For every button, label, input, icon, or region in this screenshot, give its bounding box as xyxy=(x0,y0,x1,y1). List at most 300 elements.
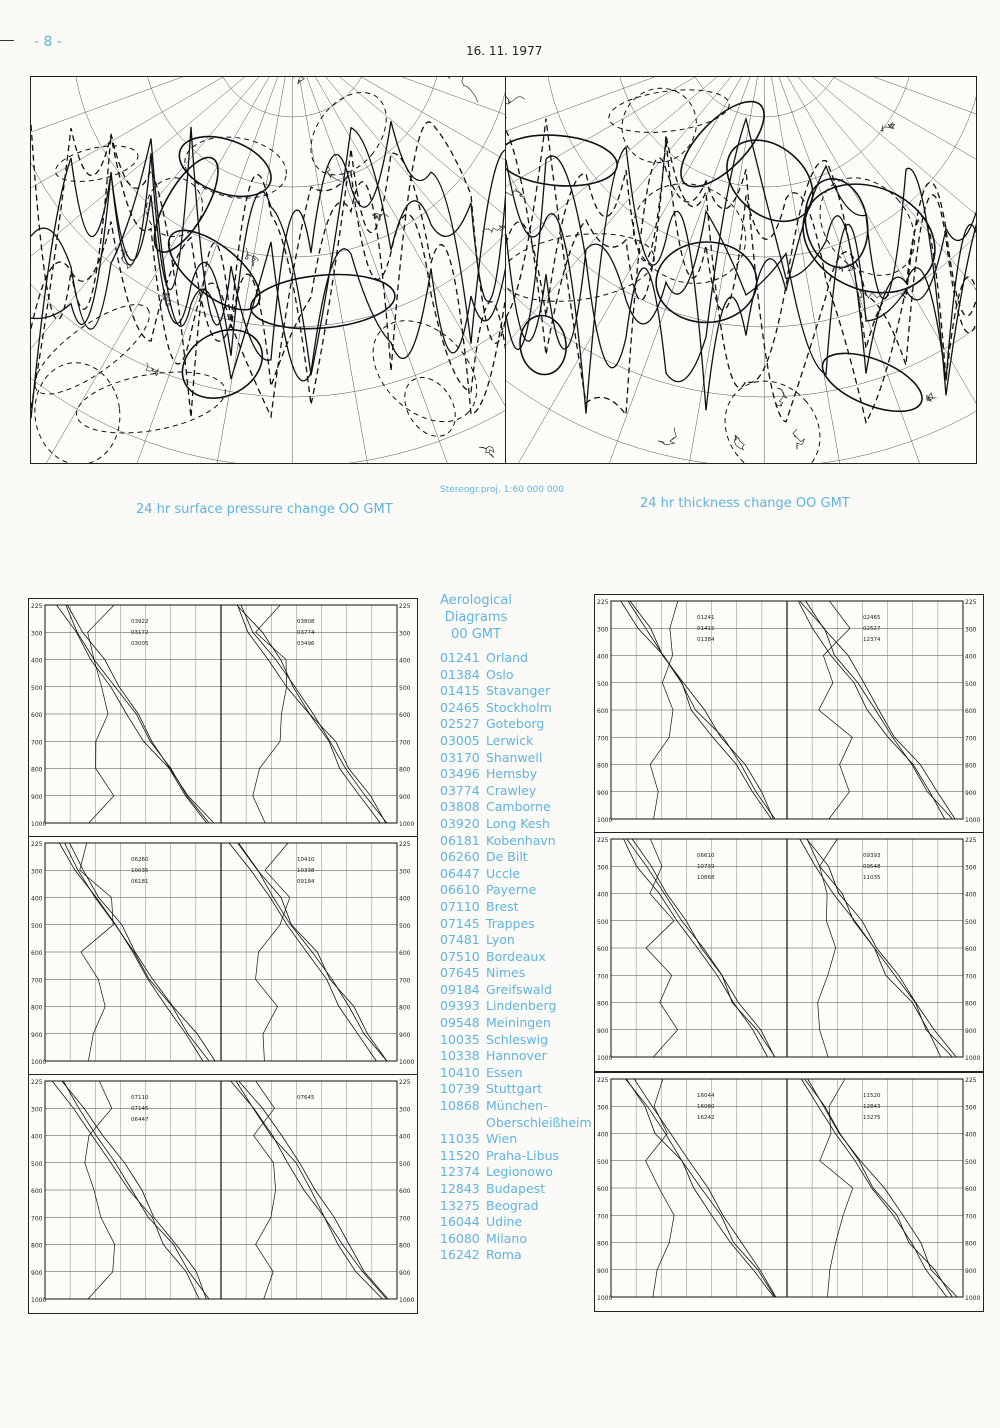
pressure-label: 600 xyxy=(965,708,977,715)
pressure-label: 1000 xyxy=(965,1295,981,1302)
isoline xyxy=(506,147,976,413)
pressure-label: 900 xyxy=(597,789,609,797)
station-name: Stuttgart xyxy=(486,1081,543,1097)
station-name: Greifswald xyxy=(486,981,552,997)
station-code-label: 03005 xyxy=(131,641,149,647)
station-name: Kobenhavn xyxy=(486,832,556,848)
station-code-label: 09548 xyxy=(863,864,881,870)
pressure-label: 700 xyxy=(597,1213,609,1221)
station-name: Hannover xyxy=(486,1048,547,1064)
station-name: Nimes xyxy=(486,965,526,981)
pressure-label: 700 xyxy=(31,977,43,985)
pressure-label: 700 xyxy=(399,1215,411,1223)
station-code: 01241 xyxy=(440,650,480,665)
pressure-label: 225 xyxy=(399,1079,411,1086)
station-name: Shanwell xyxy=(486,749,543,765)
pressure-label: 800 xyxy=(965,762,977,770)
meridian-line xyxy=(765,77,977,463)
station-row xyxy=(440,882,592,899)
thickness-change-map xyxy=(505,76,977,464)
station-code: 07645 xyxy=(440,965,480,981)
station-row xyxy=(440,833,592,850)
station-code: 16242 xyxy=(440,1247,480,1263)
pressure-label: 900 xyxy=(399,793,411,801)
aerological-title-line3: 00 GMT xyxy=(451,627,501,642)
station-name-continuation: Oberschleißheim xyxy=(486,1114,592,1130)
pressure-label: 400 xyxy=(965,891,977,899)
station-row xyxy=(440,650,592,667)
isoline xyxy=(31,358,126,463)
pressure-label: 300 xyxy=(597,626,609,634)
pressure-label: 300 xyxy=(399,868,411,876)
station-name: Praha-Libus xyxy=(486,1147,560,1163)
meridian-line xyxy=(643,77,765,463)
station-row xyxy=(440,1048,592,1065)
station-row xyxy=(440,750,592,767)
pressure-label: 900 xyxy=(399,1269,411,1277)
pressure-label: 400 xyxy=(399,1133,411,1141)
station-name: München- xyxy=(486,1098,548,1114)
pressure-label: 800 xyxy=(31,1004,43,1012)
station-code: 07510 xyxy=(440,948,480,964)
pressure-label: 700 xyxy=(31,1215,43,1223)
station-row xyxy=(440,783,592,800)
coastline xyxy=(793,429,804,449)
pressure-label: 1000 xyxy=(31,1059,47,1066)
pressure-label: 400 xyxy=(31,657,43,665)
station-code: 10739 xyxy=(440,1081,480,1097)
pressure-label: 500 xyxy=(965,918,977,926)
station-code-label: 06610 xyxy=(697,853,715,859)
isoline xyxy=(156,216,273,324)
pressure-label: 600 xyxy=(597,708,609,715)
station-code-label: 11035 xyxy=(863,875,881,881)
coastline xyxy=(447,77,478,102)
pressure-label: 900 xyxy=(965,1267,977,1275)
station-code-label: 03774 xyxy=(297,630,315,636)
coastline xyxy=(926,393,936,402)
station-code: 07481 xyxy=(440,932,480,948)
station-code-label: 11520 xyxy=(863,1093,881,1099)
station-row xyxy=(440,982,592,999)
isoline xyxy=(353,301,496,442)
parallel-line xyxy=(31,77,506,463)
pressure-label: 300 xyxy=(965,1104,977,1112)
isoline xyxy=(506,130,619,190)
station-row xyxy=(440,899,592,916)
station-row xyxy=(440,1247,592,1264)
station-code-label: 03496 xyxy=(297,641,315,647)
station-code: 03920 xyxy=(440,815,480,831)
station-code: 09548 xyxy=(440,1015,480,1031)
pressure-label: 1000 xyxy=(597,817,613,824)
pressure-label: 900 xyxy=(597,1027,609,1035)
meridian-line xyxy=(292,77,506,463)
pressure-label: 500 xyxy=(31,922,43,930)
station-row xyxy=(440,700,592,717)
pressure-label: 225 xyxy=(597,599,609,606)
pressure-label: 225 xyxy=(965,599,977,606)
station-row xyxy=(440,1231,592,1248)
station-row xyxy=(440,1081,592,1098)
station-code-label: 10035 xyxy=(131,868,149,874)
pressure-label: 225 xyxy=(31,1079,43,1086)
station-code: 03808 xyxy=(440,799,480,815)
pressure-label: 500 xyxy=(399,922,411,930)
pressure-label: 800 xyxy=(399,1242,411,1250)
pressure-label: 800 xyxy=(597,1000,609,1008)
station-code: 10338 xyxy=(440,1048,480,1064)
pressure-label: 300 xyxy=(399,630,411,638)
pressure-label: 600 xyxy=(31,950,43,957)
station-code-label: 06260 xyxy=(131,857,149,863)
station-code-label: 10338 xyxy=(297,868,315,874)
station-name: Brest xyxy=(486,898,519,914)
coastline xyxy=(245,248,258,266)
pressure-label: 600 xyxy=(399,1188,411,1195)
pressure-label: 400 xyxy=(597,653,609,661)
pressure-label: 700 xyxy=(399,977,411,985)
station-code: 02465 xyxy=(440,699,480,715)
isoline xyxy=(815,341,930,423)
station-row xyxy=(440,667,592,684)
station-row xyxy=(440,1214,592,1231)
station-code: 12843 xyxy=(440,1181,480,1196)
station-code-label: 01241 xyxy=(697,615,715,621)
pressure-label: 400 xyxy=(597,891,609,899)
station-name: Orland xyxy=(486,650,528,665)
aerological-title-line2: Diagrams xyxy=(444,610,508,625)
pressure-label: 500 xyxy=(31,1160,43,1168)
pressure-label: 800 xyxy=(965,1240,977,1248)
isoline xyxy=(31,122,506,408)
aero-diagram xyxy=(595,1073,983,1311)
station-code-label: 02465 xyxy=(863,615,881,621)
pressure-label: 400 xyxy=(597,1131,609,1139)
meridian-line xyxy=(292,77,506,463)
station-name: Oslo xyxy=(486,666,514,682)
station-code-label: 10739 xyxy=(697,864,715,870)
station-code: 09393 xyxy=(440,998,480,1014)
surface-pressure-map-drawing xyxy=(31,77,506,463)
pressure-label: 800 xyxy=(965,1000,977,1008)
pressure-label: 500 xyxy=(399,1160,411,1168)
station-name: Hemsby xyxy=(486,766,538,782)
station-code-label: 03922 xyxy=(131,619,149,625)
pressure-label: 700 xyxy=(31,739,43,747)
station-row xyxy=(440,766,592,783)
pressure-label: 300 xyxy=(965,626,977,634)
coastline xyxy=(775,388,787,406)
isoline xyxy=(171,125,279,208)
pressure-label: 500 xyxy=(597,1158,609,1166)
thickness-change-map-drawing xyxy=(506,77,976,463)
station-code: 07145 xyxy=(440,915,480,931)
pressure-label: 1000 xyxy=(965,817,981,824)
coastline xyxy=(881,122,895,131)
pressure-label: 300 xyxy=(31,868,43,876)
station-row xyxy=(440,866,592,883)
pressure-label: 300 xyxy=(965,864,977,872)
station-code: 03496 xyxy=(440,766,480,782)
meridian-line xyxy=(292,77,506,463)
pressure-label: 500 xyxy=(31,684,43,692)
parallel-line xyxy=(31,77,506,463)
station-row xyxy=(440,816,592,833)
station-code-label: 10410 xyxy=(297,857,315,863)
station-row xyxy=(440,733,592,750)
pressure-label: 400 xyxy=(965,653,977,661)
station-row xyxy=(440,998,592,1015)
isoline xyxy=(52,139,141,187)
aero-diagram xyxy=(29,837,417,1075)
aerological-title-line1: Aerological xyxy=(440,593,512,608)
station-name: Crawley xyxy=(486,782,537,798)
station-code-label: 16080 xyxy=(697,1104,715,1110)
station-row xyxy=(440,965,592,982)
station-row xyxy=(440,1181,592,1198)
pressure-label: 400 xyxy=(965,1131,977,1139)
pressure-label: 225 xyxy=(597,1077,609,1084)
pressure-label: 600 xyxy=(399,712,411,719)
pressure-label: 300 xyxy=(597,864,609,872)
parallel-line xyxy=(31,77,506,397)
pressure-label: 500 xyxy=(965,1158,977,1166)
pressure-label: 700 xyxy=(965,1213,977,1221)
pressure-label: 300 xyxy=(31,1106,43,1114)
margin-rule xyxy=(0,40,14,41)
station-code-label: 13275 xyxy=(863,1115,881,1121)
station-code-label: 10868 xyxy=(697,875,715,881)
station-code: 06447 xyxy=(440,865,480,881)
station-code: 06260 xyxy=(440,849,480,865)
station-name: Stockholm xyxy=(486,699,552,715)
pressure-label: 600 xyxy=(965,946,977,953)
pressure-label: 400 xyxy=(399,895,411,903)
station-name: Schleswig xyxy=(486,1031,549,1047)
station-name: Milano xyxy=(486,1230,527,1246)
pressure-label: 700 xyxy=(965,973,977,981)
isoline xyxy=(607,77,712,178)
station-code-label: 07110 xyxy=(131,1095,149,1101)
station-name: Meiningen xyxy=(486,1015,551,1031)
aero-diagram xyxy=(595,833,983,1071)
station-code-label: 06447 xyxy=(131,1117,149,1123)
surface-pressure-map xyxy=(30,76,507,464)
aerological-title xyxy=(424,592,528,643)
pressure-label: 600 xyxy=(31,712,43,719)
pressure-label: 600 xyxy=(31,1188,43,1195)
pressure-label: 225 xyxy=(31,841,43,848)
station-row xyxy=(440,1098,592,1115)
pressure-label: 225 xyxy=(399,841,411,848)
station-name: Stavanger xyxy=(486,683,551,699)
station-code: 02527 xyxy=(440,716,480,732)
pressure-label: 1000 xyxy=(31,1297,47,1304)
pressure-label: 800 xyxy=(31,1242,43,1250)
pressure-label: 900 xyxy=(399,1031,411,1039)
aero-panel-4 xyxy=(594,594,984,834)
page-date: 16. 11. 1977 xyxy=(466,44,543,58)
pressure-label: 800 xyxy=(597,762,609,770)
pressure-label: 600 xyxy=(597,946,609,953)
station-row xyxy=(440,683,592,700)
meridian-line xyxy=(292,77,506,463)
station-code-label: 09184 xyxy=(297,879,315,885)
station-name: Uccle xyxy=(486,865,521,881)
station-name: Udine xyxy=(486,1214,523,1230)
station-list xyxy=(440,650,592,1264)
station-code-label: 01384 xyxy=(697,637,715,643)
station-code: 09184 xyxy=(440,981,480,997)
pressure-label: 300 xyxy=(399,1106,411,1114)
station-code-label: 09393 xyxy=(863,853,881,859)
pressure-label: 400 xyxy=(31,1133,43,1141)
station-code-label: 06181 xyxy=(131,879,149,885)
pressure-label: 1000 xyxy=(965,1055,981,1062)
station-code: 01384 xyxy=(440,666,480,682)
station-code-label: 07645 xyxy=(297,1095,315,1101)
station-code-label: 12843 xyxy=(863,1104,881,1110)
station-name: Bordeaux xyxy=(486,948,546,964)
surface-pressure-caption: 24 hr surface pressure change OO GMT xyxy=(136,502,393,517)
aero-panel-2 xyxy=(28,836,418,1076)
pressure-label: 500 xyxy=(399,684,411,692)
station-row xyxy=(440,932,592,949)
aero-diagram xyxy=(29,1075,417,1313)
station-row xyxy=(440,849,592,866)
pressure-label: 600 xyxy=(597,1186,609,1193)
station-name: Roma xyxy=(486,1247,522,1263)
station-code: 06610 xyxy=(440,882,480,898)
station-code: 11035 xyxy=(440,1131,480,1147)
station-code: 13275 xyxy=(440,1197,480,1213)
station-name: Goteborg xyxy=(486,716,545,732)
pressure-label: 900 xyxy=(31,793,43,801)
station-row xyxy=(440,916,592,933)
pressure-label: 800 xyxy=(399,766,411,774)
station-code-label: 02527 xyxy=(863,626,881,632)
station-row xyxy=(440,716,592,733)
station-code-label: 12374 xyxy=(863,637,881,643)
pressure-label: 225 xyxy=(597,837,609,844)
pressure-label: 300 xyxy=(31,630,43,638)
coastline xyxy=(658,427,677,445)
isoline xyxy=(394,368,465,445)
aero-panel-3 xyxy=(28,1074,418,1314)
meridian-line xyxy=(765,77,977,463)
parallel-line xyxy=(31,77,506,327)
pressure-label: 400 xyxy=(31,895,43,903)
pressure-label: 225 xyxy=(399,603,411,610)
pressure-label: 1000 xyxy=(597,1055,613,1062)
station-code: 11520 xyxy=(440,1147,480,1163)
pressure-label: 900 xyxy=(31,1269,43,1277)
aero-panel-5 xyxy=(594,832,984,1072)
station-name: Lerwick xyxy=(486,732,534,748)
pressure-label: 800 xyxy=(31,766,43,774)
station-name: Lindenberg xyxy=(486,998,557,1014)
isoline xyxy=(31,121,506,360)
aero-panel-1 xyxy=(28,598,418,838)
station-code: 10035 xyxy=(440,1031,480,1047)
pressure-label: 225 xyxy=(31,603,43,610)
pressure-label: 900 xyxy=(597,1267,609,1275)
isoline xyxy=(711,124,829,238)
coastline xyxy=(506,97,525,118)
station-name: Budapest xyxy=(486,1181,546,1196)
thickness-change-caption: 24 hr thickness change OO GMT xyxy=(640,496,850,511)
station-row xyxy=(440,1148,592,1165)
pressure-label: 900 xyxy=(31,1031,43,1039)
aero-diagram xyxy=(29,599,417,837)
pressure-label: 225 xyxy=(965,837,977,844)
meridian-line xyxy=(765,77,977,463)
station-code: 10868 xyxy=(440,1098,480,1114)
page-number: - 8 - xyxy=(34,34,62,50)
isoline xyxy=(72,362,230,443)
station-code: 03170 xyxy=(440,749,480,765)
isoline xyxy=(705,362,839,463)
pressure-label: 600 xyxy=(965,1186,977,1193)
pressure-label: 900 xyxy=(965,789,977,797)
pressure-label: 300 xyxy=(597,1104,609,1112)
pressure-label: 1000 xyxy=(399,1297,415,1304)
pressure-label: 500 xyxy=(597,918,609,926)
station-code: 12374 xyxy=(440,1164,480,1180)
station-row xyxy=(440,799,592,816)
coastline xyxy=(479,446,494,457)
coastline xyxy=(506,188,525,196)
station-code: 16044 xyxy=(440,1214,480,1230)
pressure-label: 700 xyxy=(965,735,977,743)
station-code: 01415 xyxy=(440,683,480,699)
station-code: 06181 xyxy=(440,832,480,848)
station-code-label: 01415 xyxy=(697,626,715,632)
station-row xyxy=(440,1131,592,1148)
aero-diagram xyxy=(595,595,983,833)
station-name: Trappes xyxy=(486,915,535,931)
pressure-label: 1000 xyxy=(399,821,415,828)
isoline xyxy=(506,119,976,422)
station-code-label: 07145 xyxy=(131,1106,149,1112)
station-name: Essen xyxy=(486,1064,523,1080)
station-row xyxy=(440,1164,592,1181)
pressure-label: 400 xyxy=(399,657,411,665)
station-row xyxy=(440,1032,592,1049)
station-code: 16080 xyxy=(440,1230,480,1246)
meridian-line xyxy=(53,77,292,463)
pressure-label: 1000 xyxy=(597,1295,613,1302)
coastline xyxy=(734,435,744,450)
pressure-label: 500 xyxy=(597,680,609,688)
pressure-label: 700 xyxy=(597,973,609,981)
station-name: Camborne xyxy=(486,799,551,815)
station-code-label: 16242 xyxy=(697,1115,715,1121)
pressure-label: 225 xyxy=(965,1077,977,1084)
station-name: Wien xyxy=(486,1131,518,1147)
station-name: Beograd xyxy=(486,1197,539,1213)
station-row xyxy=(440,1198,592,1215)
station-name: Payerne xyxy=(486,882,537,898)
station-code: 10410 xyxy=(440,1064,480,1080)
projection-note: Stereogr.proj. 1:60 000 000 xyxy=(440,485,565,495)
station-row xyxy=(440,949,592,966)
meridian-line xyxy=(292,77,414,463)
pressure-label: 900 xyxy=(965,1027,977,1035)
pressure-label: 800 xyxy=(399,1004,411,1012)
meridian-line xyxy=(765,77,977,463)
